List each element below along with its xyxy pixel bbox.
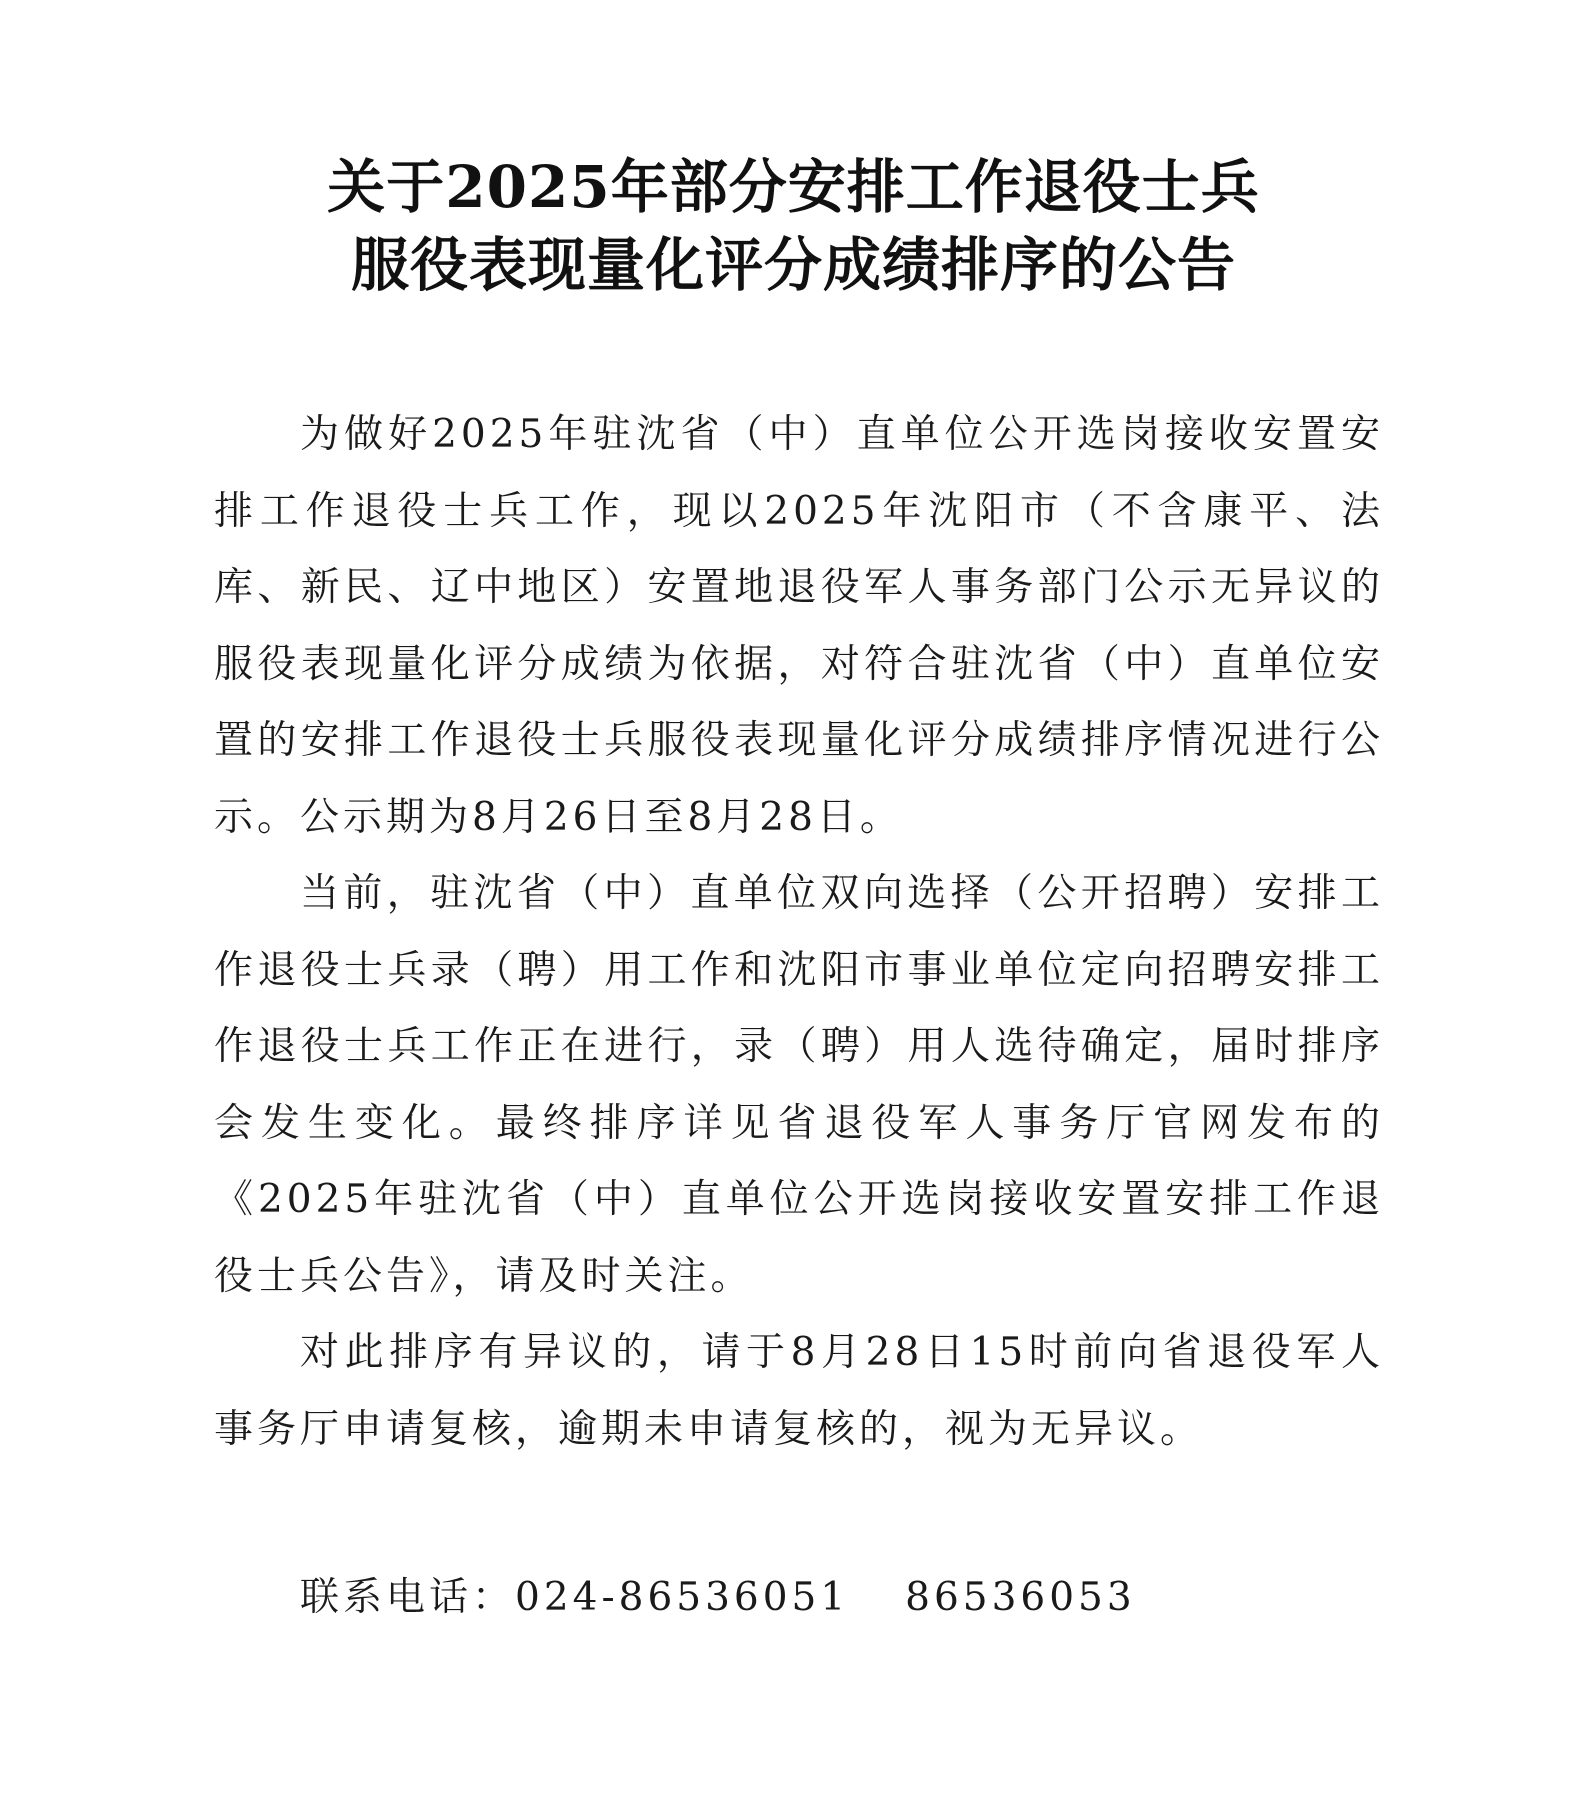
- paragraph-current-status: 当前，驻沈省（中）直单位双向选择（公开招聘）安排工作退役士兵录（聘）用工作和沈阳市事业单位定向招聘安排工作退役士兵工作正在进行，录（聘）用人选待确定，届时排序会发生变化。最终排序详见省退役军人事务厅官网发布的《2025年驻沈省（中）直单位公开选岗接收安置安排工作退役士兵公告》，请及时关注。: [214, 871, 1384, 1299]
- document-body: [214, 397, 1384, 1468]
- document-title: [0, 148, 1587, 304]
- contact-phone-secondary: 86536053: [905, 1575, 1136, 1620]
- title-line-1: 关于2025年部分安排工作退役士兵: [327, 153, 1260, 221]
- paragraph-objection: 对此排序有异议的，请于8月28日15时前向省退役军人事务厅申请复核，逾期未申请复核的，视为无异议。: [214, 1330, 1384, 1452]
- paragraph-announcement: 为做好2025年驻沈省（中）直单位公开选岗接收安置安排工作退役士兵工作，现以2025年沈阳市（不含康平、法库、新民、辽中地区）安置地退役军人事务部门公示无异议的服役表现量化评分成绩为依据，对符合驻沈省（中）直单位安置的安排工作退役士兵服役表现量化评分成绩排序情况进行公示。公示期为8月26日至8月28日。: [214, 412, 1384, 840]
- title-line-2: 服役表现量化评分成绩排序的公告: [350, 231, 1236, 299]
- contact-line: [300, 1560, 1136, 1636]
- contact-label: 联系电话：: [300, 1575, 516, 1620]
- contact-phone-primary: 024-86536051: [515, 1575, 850, 1620]
